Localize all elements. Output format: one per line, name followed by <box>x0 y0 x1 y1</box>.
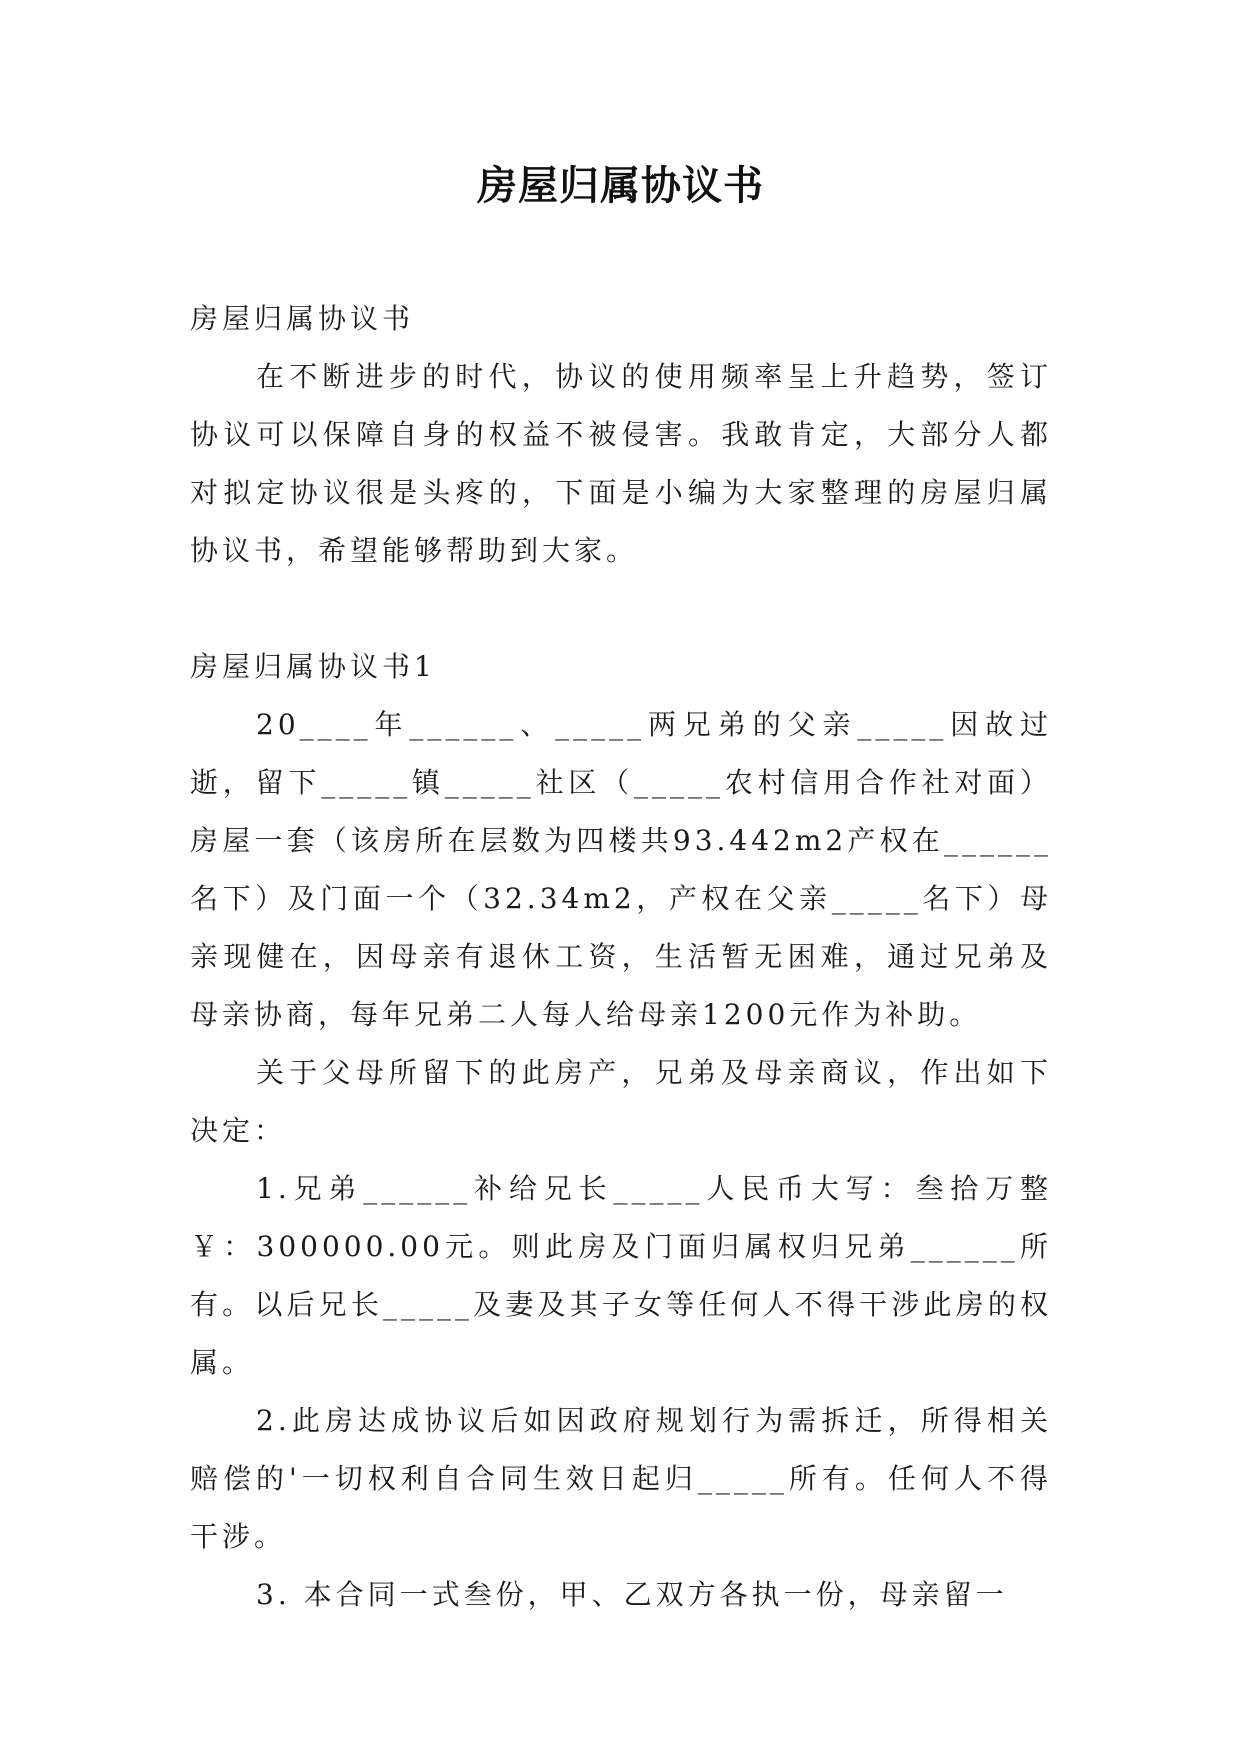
clause-1: 1.兄弟______补给兄长_____人民币大写：叁拾万整￥：300000.00元。则此房及门面归属权归兄弟______所有。以后兄长_____及妻及其子女等任何人不得干涉此房的权属。 <box>190 1172 1052 1379</box>
clause-2: 2.此房达成协议后如因政府规划行为需拆迁，所得相关赔偿的'一切权利自合同生效日起归_____所有。任何人不得干涉。 <box>190 1404 1052 1553</box>
agreement-background-paragraph: 20____年______、_____两兄弟的父亲_____因故过逝，留下_____镇_____社区（_____农村信用合作社对面）房屋一套（该房所在层数为四楼共93.442m2产权在______名下）及门面一个（32.34m2，产权在父亲_____名下）母亲现健在，因母亲有退休工资，生活暂无困难，通过兄弟及母亲协商，每年兄弟二人每人给母亲1200元作为补助。 <box>190 708 1052 1031</box>
document-body <box>190 290 1052 1624</box>
clause-3: 3. 本合同一式叁份，甲、乙双方各执一份，母亲留一 <box>256 1578 1008 1611</box>
section-heading-intro: 房屋归属协议书 <box>190 302 415 335</box>
agreement-decision-paragraph: 关于父母所留下的此房产，兄弟及母亲商议，作出如下决定： <box>190 1056 1052 1147</box>
document-title: 房屋归属协议书 <box>477 163 764 209</box>
intro-paragraph: 在不断进步的时代，协议的使用频率呈上升趋势，签订协议可以保障自身的权益不被侵害。我敢肯定，大部分人都对拟定协议很是头疼的，下面是小编为大家整理的房屋归属协议书，希望能够帮助到大家。 <box>190 360 1052 567</box>
paragraph-gap <box>190 580 1052 638</box>
section-heading-agreement-1: 房屋归属协议书1 <box>190 650 436 683</box>
